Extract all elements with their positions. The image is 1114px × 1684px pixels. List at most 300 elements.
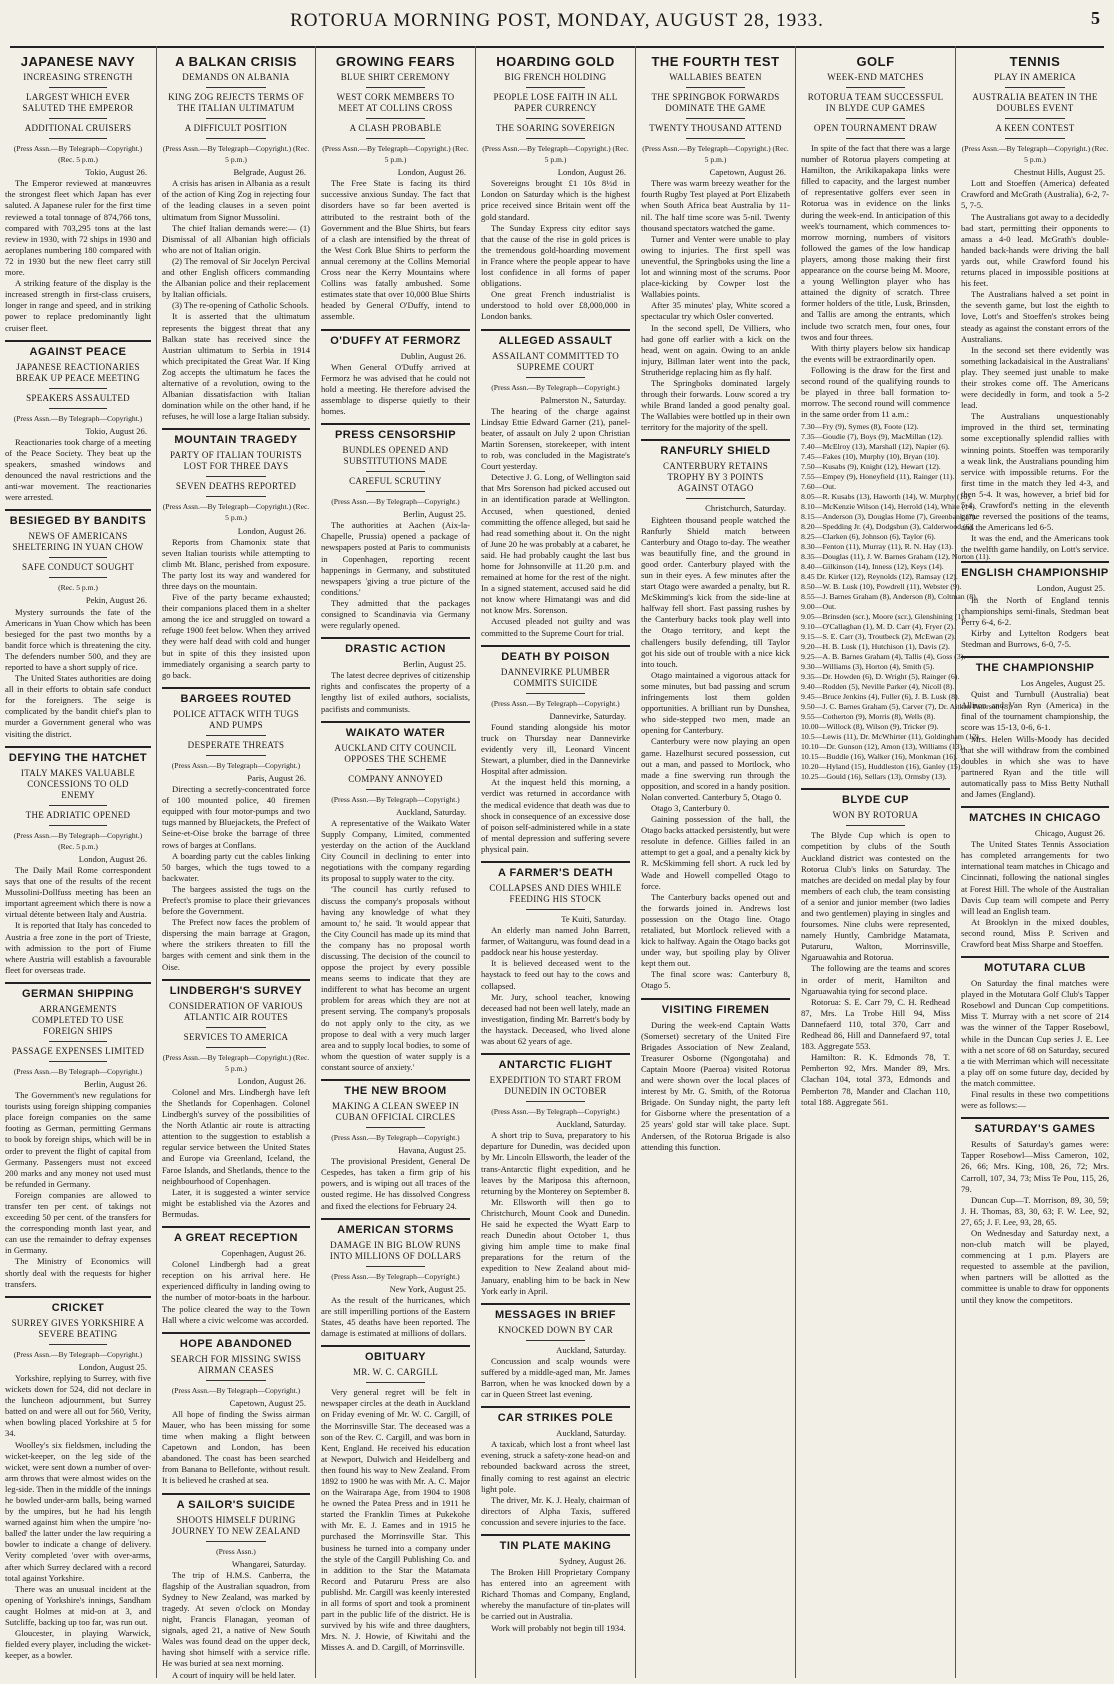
article xyxy=(481,861,630,1047)
headline: CAR STRIKES POLE xyxy=(497,1412,614,1425)
subheadline: SAFE CONDUCT SOUGHT xyxy=(21,562,135,573)
article xyxy=(5,982,151,1290)
paragraph: Duncan Cup—T. Morrison, 89, 30, 59; J. H. Thomas, 83, 30, 63; F. W. Lee, 92, 27, 65; J. F. Lee, 93, 28, 65. xyxy=(961,1194,1109,1227)
paragraph: At Brooklyn in the mixed doubles, second round, Miss P. Scriven and Crawford beat Miss Sharpe and Stoeffen. xyxy=(961,916,1109,949)
press-credit: (Press Assn.—By Telegraph—Copyright.) (Rec. 5 p.m.) xyxy=(162,144,310,165)
article xyxy=(961,561,1109,650)
paragraph: When General O'Duffy arrived at Fermorz he was advised that he could not hold a meeting. He therefore advised the assemblage to disperse quietly to their homes. xyxy=(321,361,470,416)
article xyxy=(481,329,630,639)
subheadline: AUSTRALIA BEATEN IN THE DOUBLES EVENT xyxy=(972,92,1098,113)
dateline: Auckland, Saturday. xyxy=(556,1119,626,1130)
deck-rule xyxy=(206,87,265,88)
paragraph: On Saturday the final matches were played in the Motutara Golf Club's Tapper Rosebowl and Duncan Cup competitions. Miss T. Murray with a net score of 214 was the winner of the Tapper Rosebowl, while in the Duncan Cup series J. E. Lee with a net score of 68 on Saturday, secured a tie with Merriman which will necessitate a play off on some future day, decided by the match committee. xyxy=(961,978,1109,1088)
subheadline: MAKING A CLEAN SWEEP IN CUBAN OFFICIAL CIRCLES xyxy=(331,1101,460,1122)
article xyxy=(641,439,790,991)
paragraph: All hope of finding the Swiss airman Mauer, who has been missing for some time when making a flight between Capetown and London, has been abandoned. The coast has been searched from Banana to Bellefonte, without result. It is believed he crashed at sea. xyxy=(162,1408,310,1486)
tee-time-row: 8.40—Gilkinson (14), Inness (12), Keys (14). xyxy=(801,562,944,572)
column-rule xyxy=(641,998,790,1000)
paragraph: There was warm breezy weather for the fourth Rugby Test played at Port Elizabeth when South Africa beat Australia by 11-nil. The half time score was 5-nil. Twenty thousand spectators watched the game. xyxy=(641,178,790,233)
article xyxy=(162,979,310,1220)
column-rule xyxy=(5,509,151,511)
article xyxy=(481,645,630,855)
paragraph: Mrs. Helen Wills-Moody has decided that she will withdraw from the combined doubles in which she was to have partnered Ryan and the title will automatically pass to Miss Betty Nuthall and James (England). xyxy=(961,733,1109,799)
column-rule xyxy=(162,687,310,689)
paragraph: It is believed deceased went to the haystack to feed out hay to the cows and collapsed. xyxy=(481,958,630,991)
headline: WAIKATO WATER xyxy=(345,726,446,739)
headline: MOTUTARA CLUB xyxy=(984,962,1086,975)
headline: SATURDAY'S GAMES xyxy=(974,1123,1096,1136)
paragraph: Final results in these two competitions were as follows:— xyxy=(961,1089,1109,1111)
dateline: Christchurch, Saturday. xyxy=(705,503,786,514)
deck-rule xyxy=(366,1127,426,1128)
column-rule xyxy=(961,806,1109,808)
subheadline: KING ZOG REJECTS TERMS OF THE ITALIAN ULTIMATUM xyxy=(168,92,304,113)
headline: TENNIS xyxy=(1009,54,1061,69)
column-rule xyxy=(5,982,151,984)
headline: MESSAGES IN BRIEF xyxy=(495,1308,616,1321)
deck-rule xyxy=(206,1047,265,1048)
paragraph: Concussion and scalp wounds were suffered by a middle-aged man, Mr. James Barron, when he was knocked down by a car in Queen Street last evening. xyxy=(481,1355,630,1400)
press-credit: (Press Assn.—By Telegraph—Copyright.) (Rec. 5 p.m.) xyxy=(13,144,143,165)
tee-time-row: 8.20—Spedding Jr. (4), Dodgshun (3), Calderwood (6). xyxy=(801,522,975,532)
headline: AMERICAN STORMS xyxy=(337,1223,454,1236)
press-credit: (Press Assn.—By Telegraph—Copyright.) xyxy=(491,1107,620,1117)
headline: A SAILOR'S SUICIDE xyxy=(176,1498,296,1511)
subheadline: BUNDLES OPENED AND SUBSTITUTIONS MADE xyxy=(342,445,449,467)
article xyxy=(641,998,790,1153)
tee-time-row: 8.30—Fenton (11), Murray (11), R. N. Hay (13). xyxy=(801,542,954,552)
subheadline: THE SOARING SOVEREIGN xyxy=(495,123,616,133)
paragraph: It is reported that Italy has conceded to Austria a free zone in the port of Trieste, with admission to the port of Fiume where Austria will establish a favourable fleet for overseas trade. xyxy=(5,920,151,975)
headline: HOARDING GOLD xyxy=(496,54,615,69)
dateline: Sydney, August 26. xyxy=(559,1556,626,1566)
subheadline: DANNEVIRKE PLUMBER COMMITS SUICIDE xyxy=(500,666,611,688)
paragraph: The latest decree deprives of citizenship rights and confiscates the property of a lengthy list of exiled authors, socialists, pacifists and communists. xyxy=(321,670,470,714)
deck-rule xyxy=(49,1061,107,1062)
tee-time-row: 7.55—Empey (9), Honeyfield (11), Rainger (11). xyxy=(801,472,955,482)
subheadline: WALLABIES BEATEN xyxy=(669,72,762,82)
column-rule xyxy=(961,1117,1109,1119)
subheadline: PEOPLE LOSE FAITH IN ALL PAPER CURRENCY xyxy=(493,92,618,113)
article xyxy=(961,806,1109,950)
headline: JAPANESE NAVY xyxy=(20,54,136,69)
article xyxy=(321,721,470,1073)
column-rule xyxy=(5,1296,151,1298)
deck-rule xyxy=(526,138,586,139)
tee-time-row: 9.55—Cotherton (9), Morris (8), Wells (8). xyxy=(801,712,936,722)
paragraph: The chief Italian demands were:— (1) Dismissal of all Albanian high officials who are not of Italian origin. xyxy=(162,222,310,255)
deck-rule xyxy=(206,476,265,477)
tee-time-row: 9.25—A. B. Barnes Graham (4), Tallis (4), Goss (3). xyxy=(801,652,966,662)
deck-rule xyxy=(206,755,265,756)
subheadline: THE ADRIATIC OPENED xyxy=(25,809,131,820)
column-4 xyxy=(476,46,636,1678)
dateline: Tokio, August 26. xyxy=(85,425,147,436)
column-3 xyxy=(316,46,476,1678)
dateline: Dublin, August 26. xyxy=(400,350,466,361)
column-rule xyxy=(481,329,630,331)
article xyxy=(162,1493,310,1681)
paragraph: It is asserted that the ultimatum represents the biggest threat that any Balkan state has received since the Austrian ultimatum to Serbia in 1914 which precipitated the Great War. If King Zog accepts the ultimatum he faces the alternative of a revolution, owing to the Albanian dissatisfaction with Italian domination while on the other hand, if he refuses, he will lose a large Italian subsidy. xyxy=(162,311,310,422)
column-rule xyxy=(162,1493,310,1495)
column-rule xyxy=(481,1534,630,1536)
dateline: Pekin, August 26. xyxy=(85,595,147,606)
press-credit: (Press Assn.—By Telegraph—Copyright.) xyxy=(13,1349,143,1359)
subheadline: COLLAPSES AND DIES WHILE FEEDING HIS STOCK xyxy=(489,882,622,904)
column-rule xyxy=(321,329,470,331)
deck-rule xyxy=(366,138,426,139)
paragraph: Yorkshire, replying to Surrey, with five wickets down for 524, did not declare in the luncheon adjournment, but Surrey batted on and were all out for 560, Verity, when bowling placed Yorkshire at 5 for 34. xyxy=(5,1372,151,1439)
deck-rule xyxy=(206,1541,265,1542)
dateline: Capetown, August 26. xyxy=(709,167,786,178)
column-rule xyxy=(162,1226,310,1228)
paragraph: The Emperor reviewed at manœuvres the strongest fleet which Japan has ever saluted. A Japanese ruler for the first time reviewed a total tonnage of 874,766 tons, compared with 703,295 tons at the last review in 1930, with 72 ships in 1930 and aeroplanes numbering 180 compared with 72 in 1930 but the new fleet carry still more. xyxy=(5,178,151,278)
article xyxy=(321,1218,470,1340)
headline: VISITING FIREMEN xyxy=(661,1003,770,1016)
column-rule xyxy=(801,788,950,790)
press-credit: (Press Assn.—By Telegraph—Copyright.) xyxy=(331,1133,460,1142)
tee-time-row: 10.00—Willock (8), Wilson (9), Tricker (9). xyxy=(801,722,939,732)
paragraph: It was the end, and the Americans took the twelfth game handily, on Lott's service. xyxy=(961,533,1109,555)
subheadline: SEARCH FOR MISSING SWISS AIRMAN CEASES xyxy=(170,1353,302,1375)
subheadline: SPEAKERS ASSAULTED xyxy=(26,392,130,403)
tee-time-row: 8.05—R. Kusabs (13), Haworth (14), W. Murphy (16). xyxy=(801,492,972,502)
dateline: Chestnut Hills, August 25. xyxy=(1014,167,1105,178)
subheadline: SHOOTS HIMSELF DURING JOURNEY TO NEW ZEALAND xyxy=(171,1514,301,1536)
tee-time-row: 8.10—McKenzie Wilson (14), Herrold (14), White (14). xyxy=(801,502,977,512)
paragraph: Gaining possession of the ball, the Otago backs attacked persistently, but were resolute in defence. Gillies failed in an attempt to get a goal, and a penalty kick by R. McSkimming fell short. A ruck led by Wade and Howell compelled Otago to force. xyxy=(641,814,790,891)
column-rule xyxy=(162,428,310,430)
tee-time-row: 8.35—Douglas (11), J. W. Barnes Graham (12), Norton (11). xyxy=(801,552,991,562)
column-rule xyxy=(5,340,151,342)
dateline: London, August 26. xyxy=(78,853,147,864)
deck-rule xyxy=(366,1382,426,1383)
article xyxy=(5,54,151,334)
subheadline: THE SPRINGBOK FORWARDS DOMINATE THE GAME xyxy=(651,92,780,113)
tee-time-row: 9.40—Rodden (5), Neville Parker (4), Nicoll (8). xyxy=(801,682,955,692)
headline: LINDBERGH'S SURVEY xyxy=(169,984,303,997)
paragraph: Following is the draw for the first and second round of the qualifying rounds to be played in three ball formation to-morrow. The second round will commence in the same order from 11 a.m.: xyxy=(801,364,950,420)
deck-rule xyxy=(49,118,107,119)
headline: THE CHAMPIONSHIP xyxy=(975,662,1095,675)
paragraph: Rotorua: S. E. Carr 79, C. H. Redhead 87, Mrs. La Trobe Hill 94, Miss Dannefaerd 110, total 370, Carr and Redhead 86, Hill and Dannefaerd 97, total 183. Aggregate 553. xyxy=(801,996,950,1052)
subheadline: OPEN TOURNAMENT DRAW xyxy=(813,123,938,133)
subheadline: DEMANDS ON ALBANIA xyxy=(182,72,290,82)
article xyxy=(481,1303,630,1400)
deck-rule xyxy=(526,909,586,910)
headline: DEATH BY POISON xyxy=(501,650,610,663)
press-credit: (Press Assn.—By Telegraph—Copyright.) xyxy=(171,1385,301,1395)
paragraph: A taxicab, which lost a front wheel last evening, struck a safety-zone head-on and rebounded backward across the street, finally coming to rest against an electric light pole. xyxy=(481,1439,630,1494)
headline: HOPE ABANDONED xyxy=(179,1337,293,1350)
subheadline: CONSIDERATION OF VARIOUS ATLANTIC AIR ROUTES xyxy=(169,1000,303,1022)
tee-time-row: 9.15—S. E. Carr (3), Troutbeck (2), McEwan (2). xyxy=(801,632,956,642)
headline: CRICKET xyxy=(51,1301,105,1314)
headline: A GREAT RECEPTION xyxy=(173,1232,298,1245)
tee-time-row: 10.5—Lewis (11), Dr. McWhirter (11), Goldingham (12). xyxy=(801,732,981,742)
paragraph: Results of Saturday's games were: Tapper Rosebowl—Miss Cameron, 102, 26, 66; Mrs. King, 108, 26, 72; Mrs. Carroll, 107, 34, 73; Miss Te Pou, 115, 26, 79. xyxy=(961,1139,1109,1194)
subheadline: BLUE SHIRT CEREMONY xyxy=(340,72,451,82)
paragraph: At the inquest held this morning, a verdict was returned in accordance with the medical evidence that death was due to shock in consequence of an excessive dose of poison self-administered while in a state of mental depression and suffering severe physical pain. xyxy=(481,777,630,854)
dateline: London, August 25. xyxy=(78,1361,147,1372)
paragraph: In spite of the fact that there was a large number of Rotorua players competing at Hamilton, the Arikikapakapa links were filled to capacity, and the largest number of representative golfers ever seen in Rotorua was in evidence on the links during the week-end. In anticipation of this week's tournament, which commences to-morrow morning, numbers of visitors followed the games of the low handicap players, among those making their first appearance on the course being M. Moore, a young Wellington player who has attained the dignity of scratch. Three former holders of the title, Lusk, Brinsden, and Tallis are among the entrants, which include two scratch men, four ones, four twos and four threes. xyxy=(801,143,950,342)
paragraph: They admitted that the packages consigned to Scandinavia via Germany were regularly opened. xyxy=(321,597,470,631)
deck-rule xyxy=(49,87,107,88)
paragraph: Detective J. G. Long, of Wellington said that Mrs Sorenson had picked accused out in an identification parade at Wellington. Accused, when questioned, denied committing the offence alleged, but said he had read something about it. On the night of June 20 he was probably at a cabaret, he said. He had probably caught the last bus home for Johnsonville at 11.20 p.m. and remained at home for the rest of the night. In a signed statement, accused said he did not know where Himatangi was and did not know Mrs. Sorenson. xyxy=(481,472,630,616)
dateline: Auckland, Saturday. xyxy=(556,1428,626,1439)
article xyxy=(5,509,151,739)
tee-time-row: 7.35—Goudie (7), Boys (9), MacMillan (12). xyxy=(801,432,943,442)
paragraph: The authorities at Aachen (Aix-la-Chapelle, Prussia) opened a package of newspapers posted at Paris to communists in Copenhagen, reporting recent happenings in Germany, and substituted newspapers 'giving a true picture of the conditions.' xyxy=(321,520,470,597)
paragraph: Work will probably not begin till 1934. xyxy=(491,1622,626,1633)
article xyxy=(321,1345,470,1653)
dateline: London, August 26. xyxy=(237,525,306,536)
subheadline: CAREFUL SCRUTINY xyxy=(349,476,442,487)
paragraph: Lott and Stoeffen (America) defeated Crawford and McGrath (Australia), 6-2, 7-5, 7-5. xyxy=(961,178,1109,211)
subheadline: ARRANGEMENTS COMPLETED TO USE FOREIGN SHIPS xyxy=(32,1003,124,1036)
headline: PRESS CENSORSHIP xyxy=(334,429,457,442)
article xyxy=(801,788,950,1107)
article xyxy=(321,329,470,418)
paragraph: Mr. Ellsworth will then go to Christchurch, Mount Cook and Dunedin. He said he expected the Wyatt Earp to reach Dunedin about October 1, thus giving him ample time to make final preparations for the return of the expedition to New Zealand about mid-January, enabling him to be back in New York early in April. xyxy=(481,1196,630,1296)
paragraph: In the second spell, De Villiers, who had gone off earlier with a kick on the head, went on again. Owing to an ankle injury, Billman later went into the pack, Strutheridge replacing him as fly half. xyxy=(641,322,790,377)
tee-time-row: 8.25—Clarken (6), Johnson (6), Taylor (6). xyxy=(801,532,936,542)
subheadline: DESPERATE THREATS xyxy=(187,739,285,750)
tee-time-row: 7.45—Fakes (10), Murphy (10), Bryan (10). xyxy=(801,452,940,462)
press-credit: (Press Assn.) xyxy=(216,1546,256,1556)
subheadline: PLAY IN AMERICA xyxy=(994,72,1076,82)
subheadline: SERVICES TO AMERICA xyxy=(183,1031,289,1042)
column-5 xyxy=(636,46,796,1678)
tee-time-row: 7.30—Fry (9), Symes (8), Foote (12). xyxy=(801,422,919,432)
subheadline: INCREASING STRENGTH xyxy=(23,72,133,82)
paragraph: The Australians halved a set point in the seventh game, but lost the eighth to love, Lott's and Stoeffen's strokes being steady as against the constant errors of the Australians. xyxy=(961,289,1109,344)
subheadline: SURREY GIVES YORKSHIRE A SEVERE BEATING xyxy=(11,1317,145,1339)
paragraph: A court of inquiry will be held later. xyxy=(172,1669,296,1680)
headline: GERMAN SHIPPING xyxy=(21,987,134,1000)
column-2 xyxy=(157,46,316,1678)
masthead xyxy=(10,6,1104,48)
dateline: Havana, August 25. xyxy=(398,1145,466,1156)
deck-rule xyxy=(526,1340,586,1341)
dateline: Te Kuiti, Saturday. xyxy=(561,913,626,924)
deck-rule xyxy=(846,825,906,826)
deck-rule xyxy=(206,118,265,119)
paragraph: As the result of the hurricanes, which are still imperilling portions of the Eastern States, 45 deaths have been reported. The damage is estimated at millions of dollars. xyxy=(321,1294,470,1339)
headline: ENGLISH CHAMPIONSHIP xyxy=(961,567,1109,580)
paragraph: The United States authorities are doing all in their efforts to obtain safe conduct for the foreigners. The seige is complicated by the bandit chief's plan to murder a Government general who was visiting the district. xyxy=(5,673,151,739)
article xyxy=(961,656,1109,800)
article xyxy=(321,54,470,323)
paragraph: Otago 3, Canterbury 0. xyxy=(651,802,730,813)
subheadline: SEVEN DEATHS REPORTED xyxy=(175,481,297,492)
deck-rule xyxy=(366,491,426,492)
paragraph: Sovereigns brought £1 10s 8½d in London on Saturday which is the highest price received since Britain went off the gold standard. xyxy=(481,178,630,222)
headline: DRASTIC ACTION xyxy=(345,643,446,656)
deck-rule xyxy=(526,118,586,119)
paragraph: A short trip to Suva, preparatory to his departure for Dunedin, was decided upon by Mr. Lincoln Ellsworth, the leader of the trans-Antarctic flight expedition, and he leaves by the Mariposa this afternoon, returning by the Monterey on September 8. xyxy=(481,1130,630,1196)
article xyxy=(5,746,151,976)
article xyxy=(641,54,790,433)
deck-rule xyxy=(366,769,426,770)
paragraph: The trip of H.M.S. Canberra, the flagship of the Australian squadron, from Sydney to New Zealand, was marked by tragedy. At seven o'clock on Monday night, Francis Flanagan, yeoman of signals, aged 21, a native of New South Wales was found dead on the upper deck, having shot himself with a service rifle. He was buried at sea next morning. xyxy=(162,1569,310,1669)
column-1 xyxy=(0,46,157,1678)
paragraph: After 35 minutes' play, White scored a spectacular try which Osler converted. xyxy=(641,300,790,322)
press-credit: (Press Assn.—By Telegraph—Copyright.) xyxy=(331,794,460,804)
paragraph: Canterbury were now playing an open game. Hazelhurst secured possession, cut out a man, and passed to Mortlock, who made a fine swerving run through the opposition, and scored in a handy position. Nolan converted. Canterbury 5, Otago 0. xyxy=(641,736,790,802)
column-rule xyxy=(321,1079,470,1081)
headline: OBITUARY xyxy=(364,1351,427,1364)
tee-time-row: 9.20—H. B. Lusk (1), Hutchison (1), Davis (2). xyxy=(801,642,950,652)
paragraph: The Australians got away to a decidedly bad start, permitting their opponents to amass a 4-0 lead. McGrath's double-handed back-hands were driving the ball yards out, while Crawford found his returns placed in impossible positions at his feet. xyxy=(961,211,1109,289)
headline: GROWING FEARS xyxy=(335,54,456,69)
headline: THE FOURTH TEST xyxy=(651,54,780,69)
article xyxy=(162,687,310,973)
headline: GOLF xyxy=(856,54,895,69)
paragraph: The Government's new regulations for tourists using foreign shipping companies place foreign companies on the same footing as German, permitting Germans to book by foreign ships, which will be in order to prevent the flight of capital from Germany. Passengers must not exceed 200 marks and any money not used must be refunded in Germany. xyxy=(5,1090,151,1189)
column-rule xyxy=(481,861,630,863)
headline: A BALKAN CRISIS xyxy=(175,54,297,69)
paragraph: The Sunday Express city editor says that the cause of the rise in gold prices is the tremendous gold-hoarding movement in France where the people appear to have lost confidence in all forms of paper obligations. xyxy=(481,222,630,289)
deck-rule xyxy=(49,1041,107,1042)
tee-time-row: 7.50—Kusabs (9), Knight (12), Hewart (12). xyxy=(801,462,941,472)
column-rule xyxy=(321,721,470,723)
paragraph: The Broken Hill Proprietary Company has entered into an agreement with Richard Thomas and Company, England, whereby the manufacture of tin-plates will be carried out in Australia. xyxy=(481,1567,630,1622)
deck-rule xyxy=(49,825,107,826)
dateline: London, August 26. xyxy=(557,167,626,178)
subheadline: WEEK-END MATCHES xyxy=(827,72,924,82)
article xyxy=(321,423,470,631)
tee-time-row: 9.05—Brinsden (scr.), Moore (scr.), Glenshining (1). xyxy=(801,612,966,622)
dateline: Berlin, August 25. xyxy=(402,659,466,670)
paragraph: There was an unusual incident at the opening of Yorkshire's innings, Sandham caught Holmes at mid-on at 3, and Sutcliffe, backing up too far, was run out. xyxy=(5,1583,151,1627)
subheadline: MR. W. C. CARGILL xyxy=(352,1367,439,1378)
paragraph: The Daily Mail Rome correspondent says that one of the results of the recent Mussolini-Dollfuss meeting has been an important agreement which there is now a virtual détente between Italy and Austria. xyxy=(5,864,151,920)
article xyxy=(481,54,630,323)
column-rule xyxy=(641,439,790,441)
press-credit: (Press Assn.—By Telegraph—Copyright.) xyxy=(13,413,143,423)
masthead-title: ROTORUA MORNING POST, MONDAY, AUGUST 28, 1933. xyxy=(290,10,824,31)
paragraph: Five of the party became exhausted; their companions placed them in a shelter among the ice and struggled on toward a refuge 1900 feet below. When they arrived they were half dead with cold and hunger but in spite of this they insisted upon immediately organising a search party to go back. xyxy=(162,592,310,680)
paragraph: The Free State is facing its third successive anxious Sunday. The fact that disorders have so far been averted is attributed to the restraint both of the Government and the Blue Shirts, but fears of a clash are intensified by the threat of the West Cork Blue Shirts to perform the annual ceremony at the Collins Memorial Cross near the Kerry Mountains where Collins was fatally ambushed. Some estimates state that over 10,000 Blue Shirts headed by General O'Duffy, intend to assemble. xyxy=(321,178,470,322)
paragraph: Mystery surrounds the fate of the Americans in Yuan Chow which has been besieged for the past two months by a bandit force which is threatening the city. The defenders number 500, and they are reported to have a short supply of rice. xyxy=(5,606,151,672)
deck-rule xyxy=(686,87,746,88)
headline: MATCHES IN CHICAGO xyxy=(969,812,1101,825)
press-credit: (Press Assn.—By Telegraph—Copyright.) xyxy=(331,497,460,507)
tee-time-row: 8.55—J. Barnes Graham (8), Anderson (8), Coltman (8). xyxy=(801,592,978,602)
subheadline: TWENTY THOUSAND ATTEND xyxy=(649,123,782,133)
paragraph: The Prefect now faces the problem of dispersing the main barrage at Gragon, where the strikers threaten to fill the barges with cement and sink them in the Oise. xyxy=(162,917,310,972)
paragraph: Reactionaries took charge of a meeting of the Peace Society. They beat up the speakers, smashed windows and denounced the naval restrictions and the anti-war movement. The reactionaries were arrested. xyxy=(5,436,151,503)
paragraph: One great French industrialist is understood to hold over £8,000,000 in London banks. xyxy=(481,289,630,322)
column-rule xyxy=(481,1303,630,1305)
paragraph: The Blyde Cup which is open to competition by clubs of the South Auckland district was contested on the Rotorua Club's links on Saturday. The matches are decided on medal play by four members of each club, the team consisting of a senior and junior member (two ladies and two gentlemen) playing in singles and foursomes. Nine clubs were represented, namely Huntly, Cambridge Matamata, Putaruru, Walton, Morrinsville, Ngaruawahia and Rotorua. xyxy=(801,830,950,963)
column-rule xyxy=(321,423,470,425)
column-rule xyxy=(481,645,630,647)
paragraph: A representative of the Waikato Water Supply Company, Limited, commented yesterday on the action of the Auckland City Council in declining to enter into negotiations with the company regarding its proposal to supply water to the city. xyxy=(321,817,470,884)
subheadline: JAPANESE REACTIONARIES BREAK UP PEACE MEETING xyxy=(15,361,141,383)
subheadline: A CLASH PROBABLE xyxy=(349,123,442,133)
tee-time-row: 10.15—Buddle (16), Walker (16), Monkman (16). xyxy=(801,752,958,762)
subheadline: ASSAILANT COMMITTED TO SUPREME COURT xyxy=(491,350,620,372)
paragraph: Hamilton: R. K. Edmonds 78, T. Pemberton 92, Mrs. Mander 89, Mrs. Clachan 104, total 373, Edmonds and Pemberton 78, Mander and Clachan 110, total 188. Aggregate 561. xyxy=(801,1052,950,1107)
tee-time-row: 10.20—Hyland (15), Huddleston (16), Ganley (15). xyxy=(801,762,963,772)
paragraph: Directing a secretly-concentrated force of 100 mounted police, 40 firemen equipped with four motor-pumps and two tugs manned by Bluejackets, the Prefect of Seine-et-Oise broke the barrage of three rows of barges at Conflans. xyxy=(162,784,310,850)
headline: ANTARCTIC FLIGHT xyxy=(498,1059,613,1072)
tee-time-row: 8.45 Dr. Kirker (12), Reynolds (12), Ramsay (12). xyxy=(801,572,958,582)
dateline: London, August 26. xyxy=(237,1075,306,1086)
paragraph: Very general regret will be felt in newspaper circles at the death in Auckland on Friday evening of Mr. W. C. Cargill, of the Morrinsville Star. The deceased was a son of the Rev. C. Cargill, and was born in Kent, England. He received his education at Newport, Dulwich and Heidelberg and then found his way to New Zealand. From 1892 to 1900 he was with Mr. A. C. Major on the Wairarapa Age, from 1904 to 1908 he owned the Patea Press and in 1911 he started the Franklin Times at Pukekohe with Mr. E. J. Eames and in 1915 he purchased the Morrinsville Star. This business he turned into a company under the style of the Cargill Publishing Co. and in addition to the Star the Matamata Record and Putaruru Press are also publishd. Mr. Cargill was keenly interested in all forms of sport and took a prominent part in the public life of the district. He is survived by his wife and three daughters, Mrs. N. J. Howie, of Kiwitahi and the Misses A. and D. Cargill, of Morrinsville. xyxy=(321,1387,470,1653)
column-rule xyxy=(481,1406,630,1408)
paragraph: Quist and Turnbull (Australia) beat Allison and Van Ryn (America) in the final of the tournament championship, the score was 15-13, 0-6, 6-1. xyxy=(961,689,1109,733)
subheadline: PASSAGE EXPENSES LIMITED xyxy=(11,1045,145,1056)
press-credit: (Press Assn.—By Telegraph—Copyright.) (Rec. 5 p.m.) xyxy=(322,144,469,165)
paragraph: 'The council has curtly refused to discuss the company's proposals without having any knowledge of what they amount to,' he said. 'It would appear that the City Council has made up its mind that the company has no proposal worth discussing. The decision of the council to oppose the project by every possible means seems to indicate that they are indifferent to what has become an urgent problem for areas which they are not at present serving. The company's proposals do not apply only to the city, as we propose to deal with a very much larger area and to supply local bodies, to some of whom the question of water supply is a constant source of anxiety.' xyxy=(321,884,470,1072)
deck-rule xyxy=(49,557,107,558)
paragraph: Gloucester, in playing Warwick, fielded every player, including the wicket-keeper, as a bowler. xyxy=(5,1628,151,1661)
deck-rule xyxy=(206,735,265,736)
column-rule xyxy=(162,1332,310,1334)
dateline: New York, August 25. xyxy=(389,1283,466,1294)
deck-rule xyxy=(206,1380,265,1381)
article xyxy=(321,1079,470,1212)
article xyxy=(162,428,310,681)
paragraph: Accused pleaded not guilty and was committed to the Supreme Court for trial. xyxy=(481,616,630,638)
deck-rule xyxy=(49,408,107,409)
dateline: Tokio, August 26. xyxy=(85,167,147,178)
subheadline: WEST CORK MEMBERS TO MEET AT COLLINS CROSS xyxy=(336,92,455,113)
headline: RANFURLY SHIELD xyxy=(660,445,771,458)
headline: BARGEES ROUTED xyxy=(180,692,292,705)
dateline: Los Angeles, August 25. xyxy=(1020,678,1105,689)
press-credit: (Press Assn.—By Telegraph—Copyright.) xyxy=(171,760,301,770)
headline: AGAINST PEACE xyxy=(29,345,127,358)
subheadline: DAMAGE IN BIG BLOW RUNS INTO MILLIONS OF DOLLARS xyxy=(329,1239,462,1261)
tee-time-row: 7.60—Out. xyxy=(801,482,837,492)
paragraph: The following are the teams and scores in order of merit, Hamilton and Ngaruawahia tying for second place. xyxy=(801,963,950,996)
deck-rule xyxy=(526,87,586,88)
deck-rule xyxy=(846,138,906,139)
paragraph: An elderly man named John Barrett, farmer, of Waitanguru, was found dead in a paddock near his house yesterday. xyxy=(481,925,630,958)
headline: BLYDE CUP xyxy=(841,794,910,807)
deck-rule xyxy=(846,87,906,88)
article xyxy=(481,1406,630,1528)
dateline: Chicago, August 26. xyxy=(1034,828,1105,839)
headline: A FARMER'S DEATH xyxy=(497,866,614,879)
subheadline: EXPEDITION TO START FROM DUNEDIN IN OCTOBER xyxy=(489,1075,622,1097)
subheadline: ADDITIONAL CRUISERS xyxy=(24,123,132,133)
subheadline: NEWS OF AMERICANS SHELTERING IN YUAN CHOW xyxy=(12,531,144,553)
tee-times xyxy=(801,422,1013,782)
headline: DEFYING THE HATCHET xyxy=(8,751,148,764)
deck-rule xyxy=(206,496,265,497)
dateline: Dannevirke, Saturday. xyxy=(549,710,626,721)
paragraph: On Wednesday and Saturday next, a non-club match will be played, commencing at 1 p.m. Players are requested to assemble at the pavilion, when partners will be allotted as the committee is unable to draw for opponents until they know the competitors. xyxy=(961,1227,1109,1305)
article xyxy=(5,340,151,504)
deck-rule xyxy=(49,138,107,139)
article xyxy=(162,1332,310,1487)
press-credit: (Press Assn.—By Telegraph—Copyright.) (Rec. 5 p.m.) xyxy=(162,502,310,523)
subheadline: KNOCKED DOWN BY CAR xyxy=(497,1324,614,1335)
tee-time-row: 9.45—Bruce Jenkins (4), Fuller (6), J. B. Lusk (8). xyxy=(801,692,960,702)
paragraph: A striking feature of the display is the increased strength in first-class cruisers, longer in range and speed, and in striking power to replace predominantly light cruiser fleet. xyxy=(5,278,151,333)
tee-time-row: 9.30—Williams (3), Horton (4), Smith (5). xyxy=(801,662,935,672)
headline: THE NEW BROOM xyxy=(344,1085,447,1097)
subheadline: AUCKLAND CITY COUNCIL OPPOSES THE SCHEME xyxy=(334,742,457,764)
article xyxy=(162,1226,310,1326)
subheadline: A DIFFICULT POSITION xyxy=(184,123,288,133)
paragraph: A boarding party cut the cables linking 50 barges, which the tugs towed to a backwater. xyxy=(162,850,310,883)
